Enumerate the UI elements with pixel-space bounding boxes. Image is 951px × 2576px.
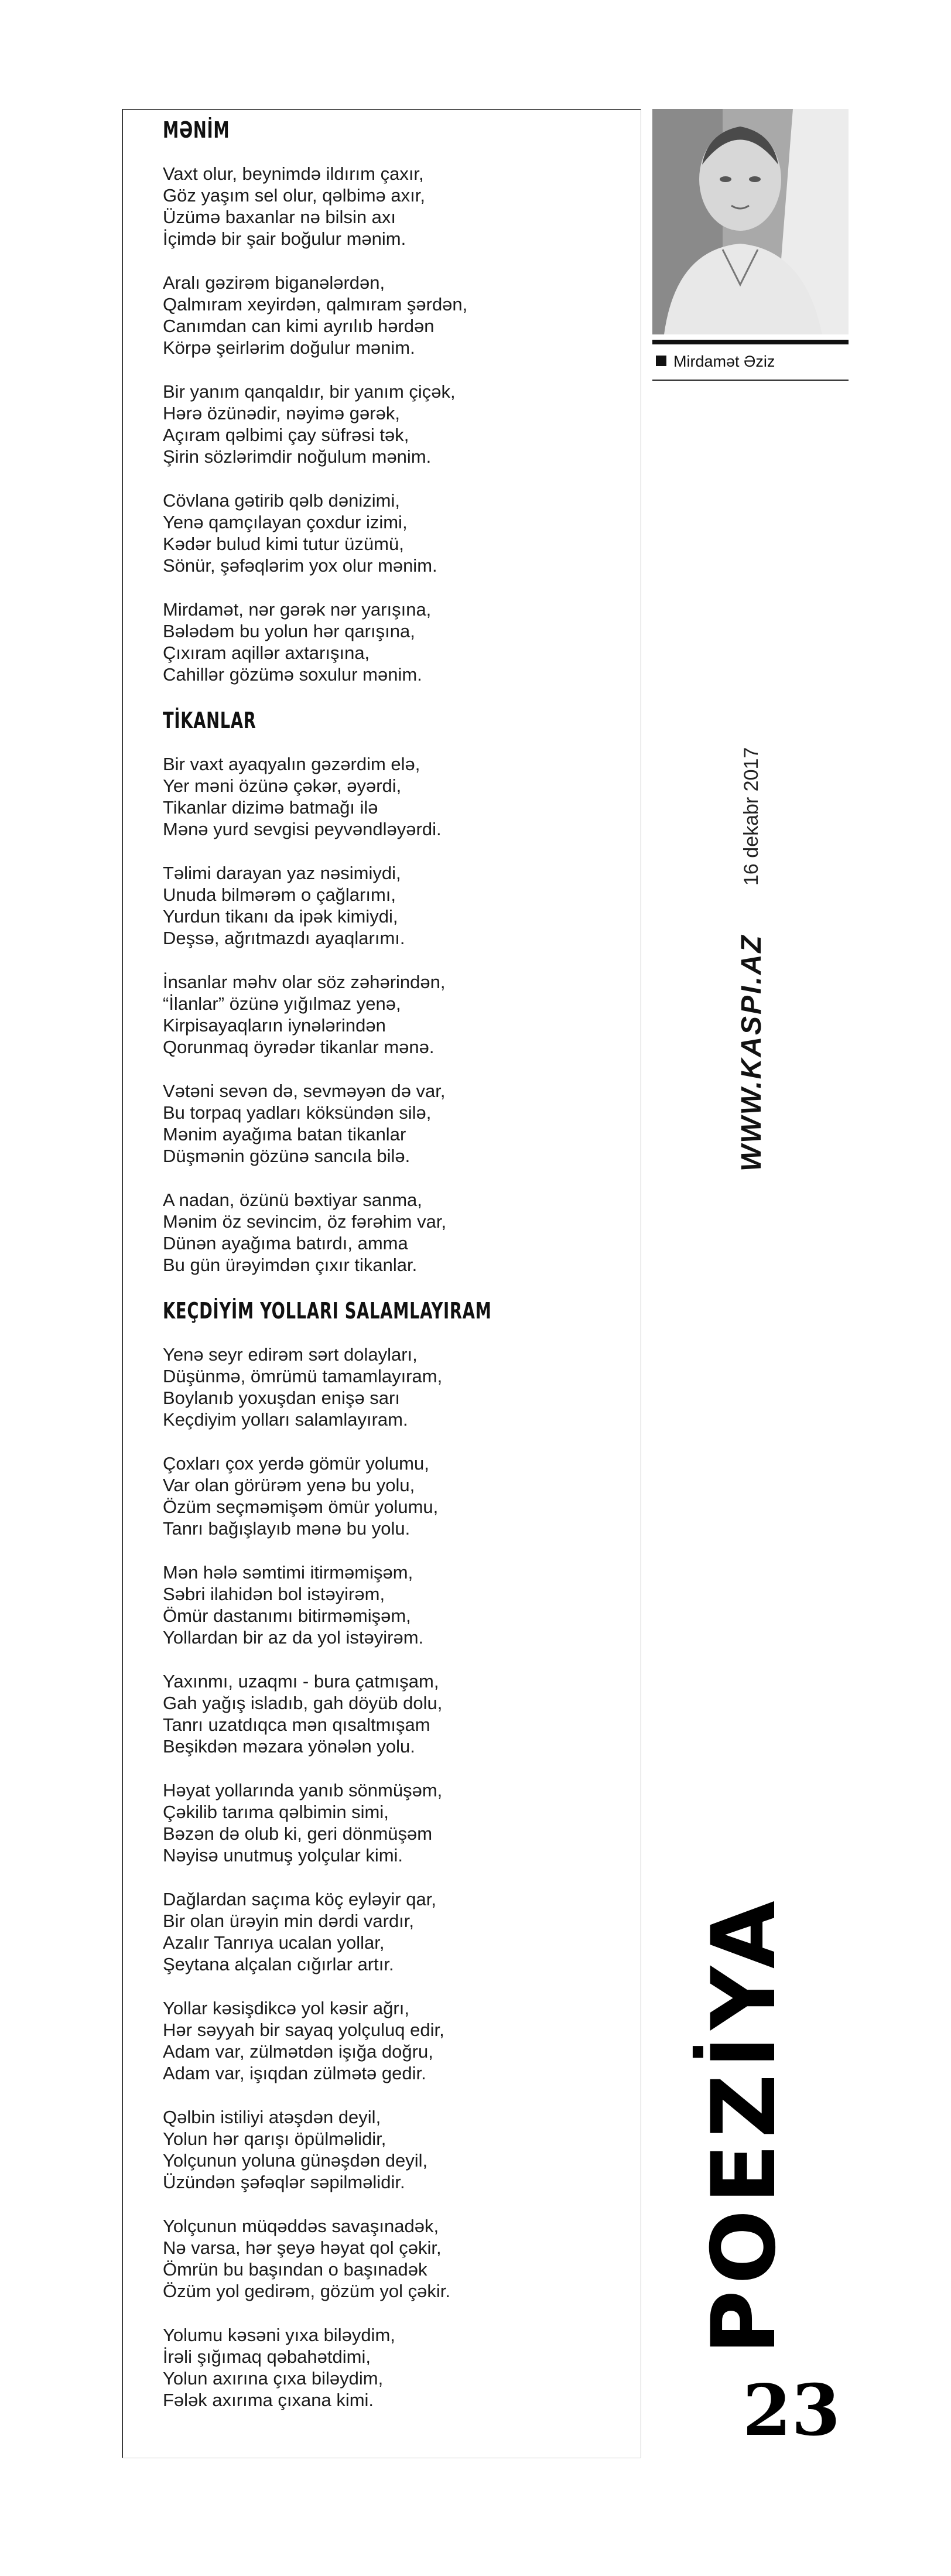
stanza (163, 2106, 631, 2193)
poem-line: Körpə şeirlərim doğulur mənim. (163, 337, 415, 358)
poem-line: Bir olan ürəyin min dərdi vardır, (163, 1911, 415, 1931)
poem-line: Keçdiyim yolları salamlayıram. (163, 1409, 408, 1430)
poem-line: Üzündən şəfəqlər səpilməlidir. (163, 2172, 405, 2192)
stanza (163, 1779, 631, 1866)
poem-line: Vaxt olur, beynimdə ildırım çaxır, (163, 163, 424, 184)
stanza (163, 1888, 631, 1975)
poem-line: Düşünmə, ömrümü tamamlayıram, (163, 1366, 443, 1386)
poem-line: Həyat yollarında yanıb sönmüşəm, (163, 1780, 443, 1801)
stanza (163, 1670, 631, 1757)
poem-line: Gah yağış isladıb, gah döyüb dolu, (163, 1693, 443, 1713)
stanza (163, 1453, 631, 1539)
poem-line: Bu gün ürəyimdən çıxır tikanlar. (163, 1255, 418, 1275)
stanza (163, 1562, 631, 1648)
poem-line: Bir vaxt ayaqyalın gəzərdim elə, (163, 754, 420, 774)
poem-line: Açıram qəlbimi çay süfrəsi tək, (163, 425, 409, 445)
poem-line: Bəzən də olub ki, geri dönmüşəm (163, 1823, 433, 1844)
poem-line: Adam var, işıqdan zülmətə gedir. (163, 2063, 426, 2083)
stanza (163, 2324, 631, 2411)
photo-divider-rule (652, 340, 849, 344)
poem-line: Yolun hər qarışı öpülməlidir, (163, 2129, 386, 2149)
caption-bullet-icon (656, 356, 666, 366)
poem-line: Unuda bilmərəm o çağlarımı, (163, 884, 396, 905)
poem-line: Sönür, şəfəqlərim yox olur mənim. (163, 555, 437, 576)
stanza (163, 862, 631, 949)
poem-line: Göz yaşım sel olur, qəlbimə axır, (163, 185, 425, 206)
poem-line: Qalmıram xeyirdən, qalmıram şərdən, (163, 294, 468, 315)
poem-line: Şeytana alçalan cığırlar artır. (163, 1954, 394, 1974)
stanza (163, 599, 631, 685)
author-name: Mirdamət Əziz (673, 353, 775, 370)
poem-line: Yollardan bir az da yol istəyirəm. (163, 1627, 424, 1648)
poem-line: Çəkilib tarıma qəlbimin simi, (163, 1802, 389, 1822)
poem-line: Dağlardan saçıma köç eyləyir qar, (163, 1889, 436, 1909)
poem-line: Nə varsa, hər şeyə həyat qol çəkir, (163, 2237, 442, 2258)
poem-line: Yenə seyr edirəm sərt dolayları, (163, 1344, 418, 1365)
poem-line: Yollar kəsişdikcə yol kəsir ağrı, (163, 1998, 409, 2018)
poem-line: Mənim ayağıma batan tikanlar (163, 1124, 406, 1144)
column-frame-top-border (122, 109, 641, 110)
poem-line: Özüm seçməmişəm ömür yolumu, (163, 1497, 439, 1517)
poem-line: Boylanıb yoxuşdan enişə sarı (163, 1388, 400, 1408)
poem (163, 708, 631, 1276)
poem-line: Düşmənin gözünə sancıla bilə. (163, 1146, 410, 1166)
poem-title: KEÇDİYİM YOLLARI SALAMLAYIRAM (163, 1298, 492, 1324)
poem-line: Yenə qamçılayan çoxdur izimi, (163, 512, 408, 532)
poem (163, 117, 631, 685)
poem-line: Dünən ayağıma batırdı, amma (163, 1233, 408, 1253)
poem-line: İrəli şığımaq qəbahətdimi, (163, 2346, 371, 2367)
poem-line: Yaxınmı, uzaqmı - bura çatmışam, (163, 1671, 439, 1692)
poem-line: Hərə özünədir, nəyimə gərək, (163, 403, 400, 423)
caption-divider-rule (652, 380, 849, 381)
poem-line: Yolun axırına çıxa biləydim, (163, 2368, 384, 2389)
publication-date: 16 dekabr 2017 (740, 747, 762, 886)
stanza (163, 490, 631, 576)
stanza (163, 1997, 631, 2084)
poem-line: Aralı gəzirəm biganələrdən, (163, 272, 385, 293)
poem-line: Azalır Tanrıya ucalan yollar, (163, 1932, 385, 1953)
stanza (163, 381, 631, 467)
stanza (163, 1344, 631, 1430)
poem-line: Tanrı uzatdıqca mən qısaltmışam (163, 1714, 430, 1735)
page-number: 23 (743, 2369, 840, 2452)
poem-line: Bir yanım qanqaldır, bir yanım çiçək, (163, 381, 456, 402)
stanza (163, 1080, 631, 1167)
poem-line: Yolumu kəsəni yıxa biləydim, (163, 2325, 395, 2345)
poem-line: Beşikdən məzara yönələn yolu. (163, 1736, 415, 1757)
poem-line: Fələk axırıma çıxana kimi. (163, 2390, 374, 2410)
poem-line: Qorunmaq öyrədər tikanlar mənə. (163, 1037, 435, 1057)
poem-line: Deşsə, ağrıtmazdı ayaqlarımı. (163, 928, 405, 948)
poems-column (163, 117, 631, 2433)
author-caption (656, 353, 775, 371)
poem-line: Vətəni sevən də, sevməyən də var, (163, 1081, 446, 1101)
poem-line: A nadan, özünü bəxtiyar sanma, (163, 1190, 422, 1210)
poem-line: Yurdun tikanı da ipək kimiydi, (163, 906, 398, 927)
poem-line: Özüm yol gedirəm, gözüm yol çəkir. (163, 2281, 451, 2301)
poem-line: Çıxıram aqillər axtarışına, (163, 643, 370, 663)
poem-line: Kədər bulud kimi tutur üzümü, (163, 534, 404, 554)
poem-line: Çoxları çox yerdə gömür yolumu, (163, 1453, 429, 1474)
poem-line: Cahillər gözümə soxulur mənim. (163, 664, 422, 685)
poem-line: Ömür dastanımı bitirməmişəm, (163, 1605, 411, 1626)
poem-line: Mənim öz sevincim, öz fərəhim var, (163, 1211, 447, 1232)
poem-line: Adam var, zülmətdən işığa doğru, (163, 2041, 433, 2062)
poem (163, 1298, 631, 2411)
poem-line: Mən hələ səmtimi itirməmişəm, (163, 1562, 413, 1583)
poem-line: Cövlana gətirib qəlb dənizimi, (163, 490, 400, 511)
column-frame-left-border (122, 109, 123, 2458)
stanza (163, 272, 631, 358)
poem-title: TİKANLAR (163, 708, 256, 733)
stanza (163, 1189, 631, 1276)
poem-line: Üzümə baxanlar nə bilsin axı (163, 207, 396, 227)
poem-line: Yolçunun müqəddəs savaşınadək, (163, 2216, 439, 2236)
poem-line: Mənə yurd sevgisi peyvəndləyərdi. (163, 819, 442, 839)
website-url: WWW.KASPI.AZ (736, 934, 767, 1171)
poem-line: İnsanlar məhv olar söz zəhərindən, (163, 972, 446, 992)
poem-line: Hər səyyah bir sayaq yolçuluq edir, (163, 2020, 444, 2040)
poem-line: Bələdəm bu yolun hər qarışına, (163, 621, 415, 641)
poem-line: Ömrün bu başından o başınadək (163, 2259, 427, 2280)
poem-line: Yer məni özünə çəkər, əyərdi, (163, 775, 402, 796)
stanza (163, 753, 631, 840)
stanza (163, 163, 631, 250)
poem-line: “İlanlar” özünə yığılmaz yenə, (163, 993, 401, 1014)
poem-line: Təlimi darayan yaz nəsimiydi, (163, 863, 401, 883)
poem-line: Tanrı bağışlayıb mənə bu yolu. (163, 1518, 410, 1539)
poem-line: Tikanlar dizimə batmağı ilə (163, 797, 378, 818)
poem-line: Nəyisə unutmuş yolçular kimi. (163, 1845, 403, 1866)
poem-title: MƏNİM (163, 117, 230, 143)
poem-line: Kirpisayaqların iynələrindən (163, 1015, 386, 1036)
stanza (163, 971, 631, 1058)
poem-line: Şirin sözlərimdir noğulum mənim. (163, 446, 432, 467)
poem-line: Mirdamət, nər gərək nər yarışına, (163, 599, 432, 620)
poem-line: Var olan görürəm yenə bu yolu, (163, 1475, 415, 1495)
section-heading: POEZİYA (693, 1895, 795, 2355)
author-portrait-icon (652, 109, 849, 334)
stanza (163, 2215, 631, 2302)
poem-line: Bu torpaq yadları köksündən silə, (163, 1102, 432, 1123)
poem-line: Canımdan can kimi ayrılıb hərdən (163, 316, 435, 336)
poem-line: Yolçunun yoluna günəşdən deyil, (163, 2150, 428, 2171)
poem-line: Qəlbin istiliyi atəşdən deyil, (163, 2107, 381, 2127)
poem-line: Səbri ilahidən bol istəyirəm, (163, 1584, 385, 1604)
poem-line: İçimdə bir şair boğulur mənim. (163, 228, 406, 249)
